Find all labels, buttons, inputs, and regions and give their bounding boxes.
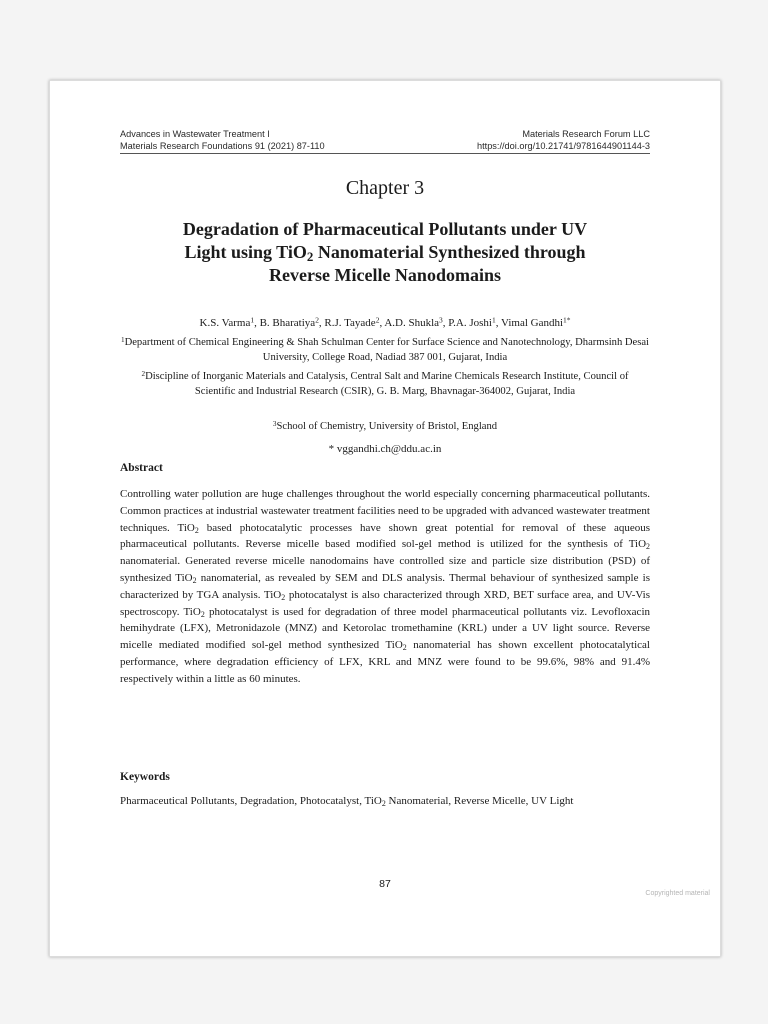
document-page: [49, 80, 721, 957]
author-name: Vimal Gandhi$^{1*}$: [501, 315, 571, 329]
affiliation-3: $^3$School of Chemistry, University of Bristol, England: [272, 419, 498, 432]
book-title: Advances in Wastewater Treatment I: [120, 129, 270, 139]
running-header-top: [120, 129, 650, 139]
doi-link[interactable]: https://doi.org/10.21741/9781644901144-3: [476, 141, 650, 151]
affiliation-2: $^2$Discipline of Inorganic Materials and Catalysis, Central Salt and Marine Chemicals Research Institute, Council of Scientific and Industrial Research (CSIR), G. B. Marg, Bhavnagar-364002, Gujarat, India: [141, 369, 629, 397]
affiliation-1: $^1$Department of Chemical Engineering & Shah Schulman Center for Surface Science and Nanotechnology, Dharmsinh Desai University, College Road, Nadiad 387 001, Gujarat, India: [120, 335, 650, 363]
series-citation: Materials Research Foundations 91 (2021) 87-110: [120, 141, 325, 151]
abstract-text: Controlling water pollution are huge challenges throughout the world especially concerning pharmaceutical pollutants. Common practices at industrial wastewater treatment facilities need to be upgraded with advanced wastewater treatment techniques. TiO$_2$ based photocatalytic processes have shown great potential for removal of these aqueous pharmaceutical pollutants. Reverse micelle based modified sol-gel method is utilized for the synthesis of TiO$_2$ nanomaterial. Generated reverse micelle nanodomains have controlled size and particle size distribution (PSD) of synthesized TiO$_2$ nanomaterial, as revealed by SEM and DLS analysis. Thermal behaviour of synthesized sample is characterized by TGA analysis. TiO$_2$ photocatalyst is also characterized through XRD, BET surface area, and UV-Vis spectroscopy. TiO$_2$ photocatalyst is used for degradation of three model pharmaceutical pollutants viz. Levofloxacin hemihydrate (LFX), Metronidazole (MNZ) and Ketorolac tromethamine (KRL) under a UV light source. Reverse micelle mediated modified sol-gel method synthesized TiO$_2$ nanomaterial has shown excellent photocatalytical performance, where degradation efficiency of LFX, KRL and MNZ were found to be 99.6%, 98% and 91.4% respectively within a little as 60 minutes.: [120, 488, 651, 685]
running-header-bottom: [120, 141, 650, 151]
author-name: A.D. Shukla$^3$: [384, 315, 443, 329]
author-name: K.S. Varma$^1$: [199, 315, 255, 329]
corresponding-email[interactable]: * vggandhi.ch@ddu.ac.in: [328, 443, 442, 455]
title-line-1: Degradation of Pharmaceutical Pollutants under UV: [182, 219, 588, 239]
author-list: K.S. Varma$^1$, B. Bharatiya$^2$, R.J. Tayade$^2$, A.D. Shukla$^3$, P.A. Joshi$^1$, Vimal Gandhi$^{1*}$: [199, 315, 571, 329]
abstract-heading: Abstract: [120, 462, 163, 474]
chapter-label: Chapter 3: [345, 177, 425, 199]
header-rule: [120, 153, 650, 154]
author-name: P.A. Joshi$^1$: [448, 315, 496, 329]
keywords-heading: Keywords: [120, 771, 170, 783]
title-line-3: Reverse Micelle Nanodomains: [269, 265, 501, 285]
author-name: R.J. Tayade$^2$: [324, 315, 380, 329]
keywords-text: Pharmaceutical Pollutants, Degradation, Photocatalyst, TiO$_2$ Nanomaterial, Reverse Micelle, UV Light: [120, 795, 574, 808]
title-line-2: Light using TiO$_2$ Nanomaterial Synthesized through: [184, 242, 586, 265]
copyright-notice: Copyrighted material: [645, 890, 710, 897]
author-name: B. Bharatiya$^2$: [259, 315, 319, 329]
publisher: Materials Research Forum LLC: [522, 129, 650, 139]
paper-title: [130, 218, 640, 287]
page-number: 87: [379, 878, 391, 890]
